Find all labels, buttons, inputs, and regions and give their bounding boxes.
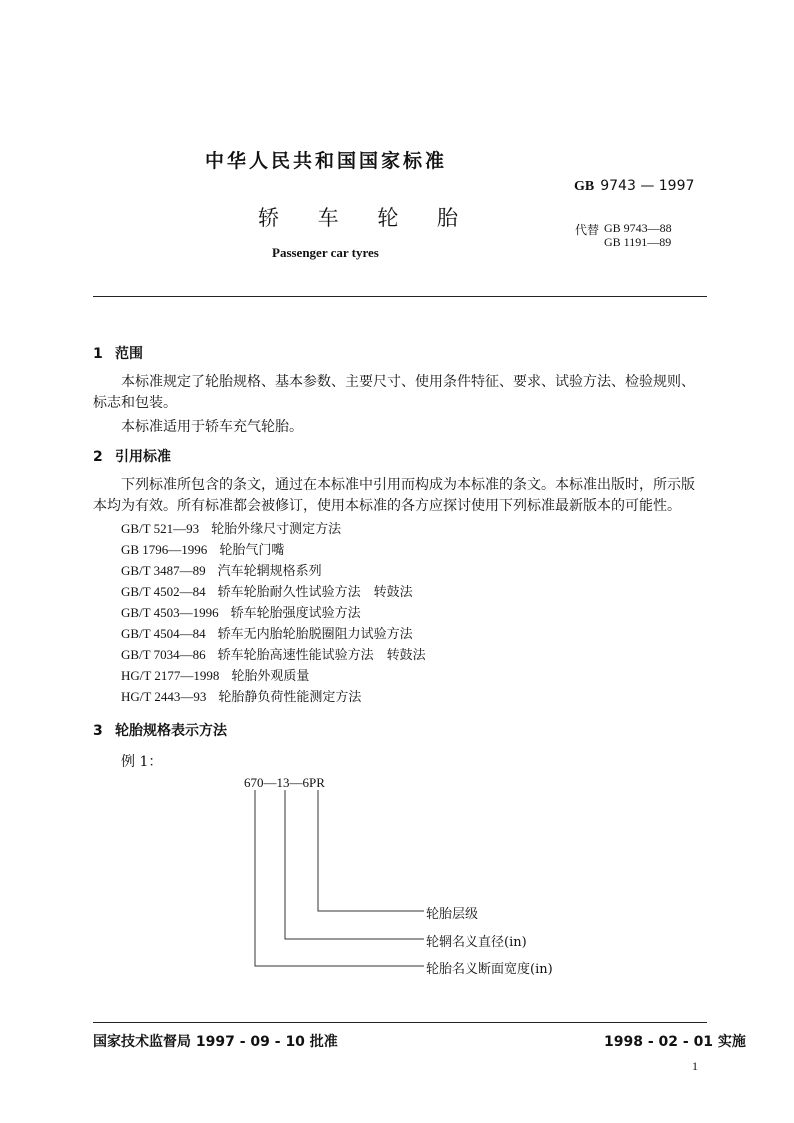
label-rim-diameter: 轮辋名义直径(in) — [426, 935, 527, 950]
leader-line-rim — [285, 790, 424, 939]
reference-title: 轿车无内胎轮胎脱圈阻力试验方法 — [217, 627, 413, 642]
approval-date: 国家技术监督局 1997 - 09 - 10 批准 — [93, 1034, 338, 1050]
reference-code: GB/T 521—93 — [121, 521, 200, 536]
standard-number-value: 9743 — 1997 — [600, 178, 695, 194]
reference-title: 轮胎静负荷性能测定方法 — [218, 690, 362, 705]
section-title: 轮胎规格表示方法 — [115, 723, 227, 739]
section-1-paragraph-1: 本标准规定了轮胎规格、基本参数、主要尺寸、使用条件特征、要求、试验方法、检验规则、标志和包装。 — [93, 374, 695, 411]
reference-title: 轮胎气门嘴 — [219, 543, 285, 558]
section-title: 引用标准 — [115, 449, 171, 465]
reference-title: 汽车轮辋规格系列 — [217, 564, 322, 579]
reference-code: HG/T 2443—93 — [121, 689, 207, 704]
label-section-width: 轮胎名义断面宽度(in) — [426, 962, 553, 977]
example-label: 例 1： — [121, 754, 163, 770]
reference-title: 轮胎外缘尺寸测定方法 — [211, 522, 342, 537]
reference-code: GB/T 7034—86 — [121, 647, 206, 662]
section-title: 范围 — [115, 346, 143, 362]
reference-title: 轿车轮胎耐久性试验方法 转鼓法 — [217, 585, 413, 600]
document-title: 轿 车 轮 胎 — [258, 206, 475, 230]
replaces-standard-2: GB 1191—89 — [604, 235, 672, 249]
replaces-standard-1: GB 9743—88 — [604, 221, 672, 235]
label-ply-rating: 轮胎层级 — [426, 907, 479, 922]
leader-line-width — [255, 790, 424, 966]
section-number: 1 — [93, 346, 103, 362]
reference-title: 轮胎外观质量 — [231, 669, 310, 684]
section-number: 3 — [93, 723, 103, 739]
english-title: Passenger car tyres — [272, 245, 379, 260]
leader-line-ply — [318, 790, 424, 911]
reference-code: GB/T 3487—89 — [121, 563, 206, 578]
standard-header-title: 中华人民共和国国家标准 — [205, 150, 448, 172]
reference-code: GB/T 4504—84 — [121, 626, 206, 641]
page-number: 1 — [692, 1059, 698, 1073]
reference-title: 轿车轮胎高速性能试验方法 转鼓法 — [217, 648, 426, 663]
section-1-paragraph-2: 本标准适用于轿车充气轮胎。 — [121, 419, 303, 435]
footer-divider — [93, 1022, 707, 1023]
standard-prefix: GB — [574, 179, 595, 194]
reference-title: 轿车轮胎强度试验方法 — [230, 606, 361, 621]
reference-code: GB 1796—1996 — [121, 542, 208, 557]
reference-code: HG/T 2177—1998 — [121, 668, 220, 683]
reference-code: GB/T 4502—84 — [121, 584, 206, 599]
section-number: 2 — [93, 449, 103, 465]
section-2-paragraph-1: 下列标准所包含的条文，通过在本标准中引用而构成为本标准的条文。本标准出版时，所示版本均为有效。所有标准都会被修订，使用本标准的各方应探讨使用下列标准最新版本的可能性。 — [93, 477, 695, 514]
reference-code: GB/T 4503—1996 — [121, 605, 219, 620]
tyre-spec-example: 670—13—6PR — [244, 775, 325, 790]
effective-date: 1998 - 02 - 01 实施 — [604, 1034, 746, 1050]
replaces-label: 代替 — [575, 223, 600, 237]
